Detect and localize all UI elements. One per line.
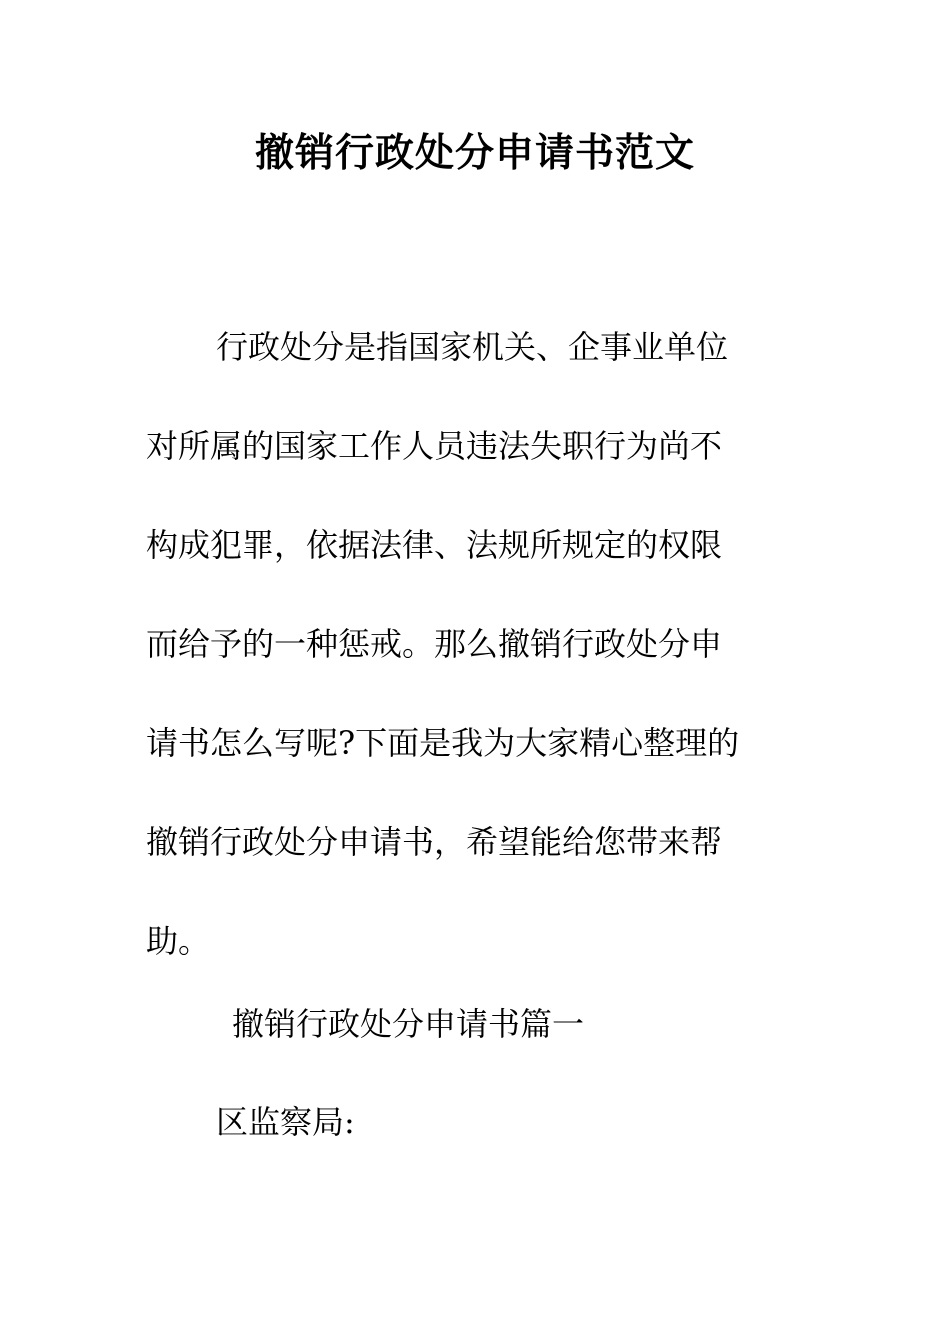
section-heading: 撤销行政处分申请书篇一 <box>232 1005 585 1043</box>
document-title: 撤销行政处分申请书范文 <box>254 130 695 176</box>
paragraph-line: 撤销行政处分申请书，希望能给您带来帮 <box>146 823 723 861</box>
paragraph-line: 请书怎么写呢?下面是我为大家精心整理的 <box>146 724 740 762</box>
paragraph-line: 构成犯罪，依据法律、法规所规定的权限 <box>146 526 723 564</box>
paragraph-line: 行政处分是指国家机关、企事业单位 <box>216 328 729 366</box>
paragraph-line: 而给予的一种惩戒。那么撤销行政处分申 <box>146 625 723 663</box>
salutation: 区监察局: <box>216 1103 355 1141</box>
paragraph-line: 助。 <box>146 922 211 960</box>
paragraph-line: 对所属的国家工作人员违法失职行为尚不 <box>146 427 723 465</box>
intro-paragraph <box>146 298 806 991</box>
